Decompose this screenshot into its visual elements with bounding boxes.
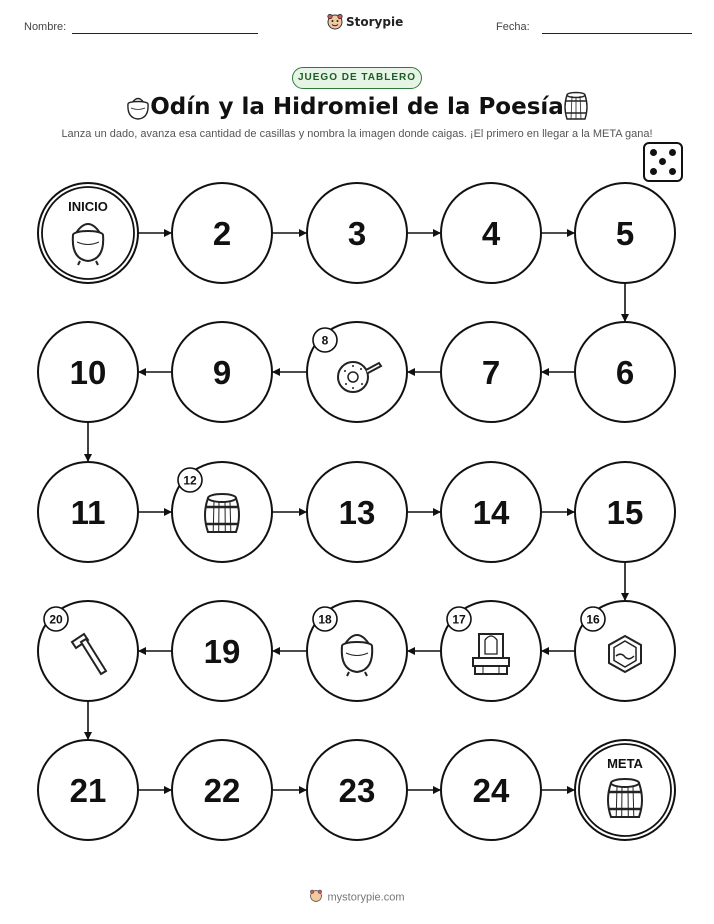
svg-text:16: 16 xyxy=(586,612,600,627)
cell-number: 2 xyxy=(212,215,232,252)
board-cell-inicio xyxy=(38,183,138,283)
honeycomb-icon xyxy=(609,636,641,672)
name-label: Nombre: xyxy=(24,21,67,33)
board-cell-5 xyxy=(575,183,675,283)
board-cell-4 xyxy=(441,183,541,283)
cell-number: 19 xyxy=(203,633,241,670)
goal-label: META xyxy=(607,756,643,771)
cell-number: 3 xyxy=(347,215,367,252)
cell-number: 21 xyxy=(69,772,107,809)
cell-number: 10 xyxy=(69,354,107,391)
board-cell-meta xyxy=(575,740,675,840)
throne-icon xyxy=(473,634,509,674)
board-cell-19 xyxy=(172,601,272,701)
cell-number: 4 xyxy=(481,215,501,252)
cell-number: 6 xyxy=(615,354,635,391)
board-cell-21 xyxy=(38,740,138,840)
cell-number-badge xyxy=(581,607,605,631)
board-cell-22 xyxy=(172,740,272,840)
board-cell-12 xyxy=(172,462,272,562)
board-cell-15 xyxy=(575,462,675,562)
cell-number-badge xyxy=(44,607,68,631)
instructions: Lanza un dado, avanza esa cantidad de casillas y nombra la imagen donde caigas. ¡El primero en llegar a la META gana! xyxy=(61,128,653,140)
cell-number: 24 xyxy=(472,772,510,809)
cell-number-badge xyxy=(313,607,337,631)
svg-text:18: 18 xyxy=(318,612,332,627)
game-type-badge: JUEGO DE TABLERO xyxy=(292,67,422,89)
cell-number: 7 xyxy=(481,354,501,391)
board-cell-10 xyxy=(38,322,138,422)
barrel-icon xyxy=(608,779,642,817)
cell-number: 22 xyxy=(203,772,241,809)
cell-number: 15 xyxy=(606,494,644,531)
board-cell-3 xyxy=(307,183,407,283)
board-cell-8 xyxy=(307,322,407,422)
cell-number-badge xyxy=(178,468,202,492)
page-title: Odín y la Hidromiel de la Poesía xyxy=(150,94,564,120)
cell-number: 14 xyxy=(472,494,510,531)
footer-url[interactable]: mystorypie.com xyxy=(327,891,405,904)
board-cell-14 xyxy=(441,462,541,562)
brand-name: Storypie xyxy=(346,15,404,29)
board-cell-17 xyxy=(441,601,541,701)
board-cell-11 xyxy=(38,462,138,562)
start-label: INICIO xyxy=(68,199,108,214)
svg-text:17: 17 xyxy=(452,612,466,627)
board-cell-23 xyxy=(307,740,407,840)
cell-number-badge xyxy=(447,607,471,631)
svg-text:8: 8 xyxy=(321,333,329,348)
board-cell-24 xyxy=(441,740,541,840)
board-cell-7 xyxy=(441,322,541,422)
svg-text:20: 20 xyxy=(49,612,63,627)
board-cell-13 xyxy=(307,462,407,562)
cell-number: 5 xyxy=(615,215,635,252)
cell-number: 23 xyxy=(338,772,376,809)
cell-number: 9 xyxy=(212,354,232,391)
board-cell-16 xyxy=(575,601,675,701)
cell-number-badge xyxy=(313,328,337,352)
board-cell-18 xyxy=(307,601,407,701)
cell-number: 13 xyxy=(338,494,376,531)
cell-number: 11 xyxy=(70,494,106,531)
barrel-icon xyxy=(205,494,239,532)
footer xyxy=(0,889,714,906)
board-cell-9 xyxy=(172,322,272,422)
board-cell-20 xyxy=(38,601,138,701)
storypie-small-logo-icon xyxy=(309,889,323,906)
date-label: Fecha: xyxy=(496,21,530,33)
board-cell-2 xyxy=(172,183,272,283)
svg-text:12: 12 xyxy=(183,473,197,488)
board-cell-6 xyxy=(575,322,675,422)
